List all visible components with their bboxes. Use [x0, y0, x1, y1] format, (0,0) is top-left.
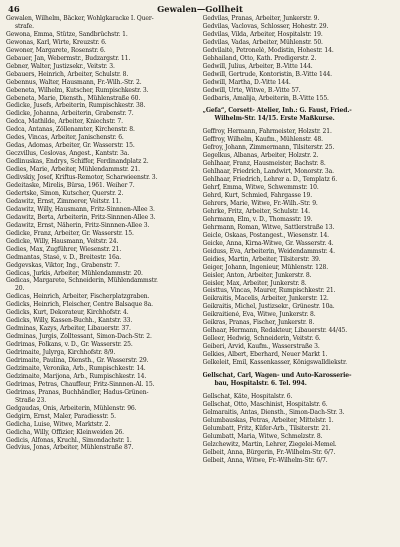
directory-entry: Gefroy, Johann, Zimmermann, Tilsiterstr. 25. — [202, 144, 335, 152]
directory-entry: Gedvilaitė, Petronelė, Modistin, Hohestr. 14. — [202, 46, 334, 54]
directory-entry: Gebennus, Walter, Hausmann, Fr.-Wilh.-Str. 2. — [6, 78, 142, 86]
directory-entry: Gedicke, Franz, Arbeiter, Gr. Wasserstr. 15. — [6, 229, 134, 237]
directory-entry: Gehrke, Fritz, Arbeiter, Schulstr. 14. — [202, 207, 310, 215]
directory-entry: Gelleer, Hedwig, Schneiderin, Veitstr. 6. — [202, 335, 321, 343]
advertisement-line: bau, Hospitalstr. 6. Tel. 994. — [214, 379, 307, 387]
directory-entry: Geicke, Anna, Kirna-Witwe, Gr. Wasserstr. 4. — [202, 239, 334, 247]
directory-entry: Gedies, Max, Zugführer, Wiesenstr. 21. — [6, 245, 122, 253]
directory-entry: Geikraitienė, Eva, Witwe, Junkerstr. 8. — [202, 311, 316, 319]
directory-entry: Gedvius, Jonas, Arbeiter, Mühlenstraße 87. — [6, 444, 134, 452]
directory-entry: Gebauer, Jan, Webermstr., Budzargstr. 11. — [6, 54, 131, 62]
directory-entry: Gedca, Antanas, Zöllenamter, Kirchenstr. 8. — [6, 126, 135, 134]
directory-entry: Gedicis, Alfonas, Kruchl., Simondachstr. 1. — [6, 436, 132, 444]
directory-entry: Gebeneta, Marie, Diensth., Mühlenstraße 60. — [6, 94, 141, 102]
directory-entry: Gedicke, Willy, Hausmann, Veitstr. 24. — [6, 237, 119, 245]
directory-entry: Gehlhaar, Friedrich, Landwirt, Monorstr. 3a. — [202, 168, 334, 176]
advertisement-line: Gellschat, Carl, Wagen- und Auto-Karosserie- — [202, 371, 352, 379]
directory-entry: Geikraitis, Macelis, Arbeiter, Junkerstr. 12. — [202, 295, 329, 303]
directory-entry: Gehrers, Marie, Witwe, Fr.-Wilh.-Str. 9. — [202, 199, 318, 207]
directory-entry: Gedrimas, Petras, Chauffeur, Fritz-Sinnnen-Al. 15. — [6, 380, 155, 388]
directory-entry: Gedawitz, Berta, Arbeiterin, Fritz-Sinnnen-Allee 3. — [6, 213, 156, 221]
directory-entry: Gebauers, Heinrich, Arbeiter, Schulstr. 8. — [6, 70, 129, 78]
directory-entry: Gedas, Adomas, Arbeiter, Gr. Wasserstr. 15. — [6, 142, 135, 150]
entry-continuation: 20. — [15, 285, 25, 293]
advertisement-line: „Gefa“, Corsett- Atelier, Inh.: G. Faust, Fried.- — [202, 107, 352, 115]
directory-entry: Geffroy, Wilhelm, Kaufm., Mühlenstr. 48. — [202, 136, 323, 144]
directory-entry: Gellschat, Käte, Hospitalstr. 6. — [202, 392, 293, 400]
directory-entry: Gelkeleit, Emil, Kassenkasser, Königswalldiekstr. — [202, 359, 347, 367]
directory-entry: Gedicks, Heinrich, Fleischer, Centre Balsaque 8a. — [6, 301, 153, 309]
directory-entry: Gelumbauskas, Petras, Arbeiter, Mittelstr. 1. — [202, 416, 334, 424]
directory-entry: Geicle, Oskaas, Postangest., Wiesenstr. 14. — [202, 231, 329, 239]
entry-continuation: Straße 23. — [15, 396, 47, 404]
directory-entry: Gedvilas, Vadas, Arbeiter, Mühlenstr. 50. — [202, 38, 323, 46]
directory-entry: Gedicks, Willy, Kassen-Buchh., Kantstr. 33. — [6, 317, 133, 325]
directory-entry: Gedicha, Luise, Witwe, Marktstr. 2. — [6, 420, 111, 428]
directory-entry: Gedrimas, Pranas, Buchhändler, Hadus-Grünen- — [6, 388, 149, 396]
directory-entry: Gedies, Marie, Arbeiter, Mühlendammstr. 21. — [6, 166, 140, 174]
directory-entry: Gehrmann, Elm, v. D., Thomasstr. 19. — [202, 215, 313, 223]
running-head: Gewalen—Gollheit — [157, 4, 243, 14]
directory-entry: Gewonas, Karl, Wirte, Kreuzstr. 6. — [6, 38, 107, 46]
directory-entry: Geczvillus, Česlovas, Angest., Kantstr. 3a. — [6, 150, 130, 158]
directory-columns — [6, 15, 396, 464]
directory-entry: Gedicks, Kurt, Dekorateur, Kirchhofstr. 4. — [6, 309, 129, 317]
directory-entry: Gedgaudas, Onis, Arbeiterin, Mühlenstr. 96. — [6, 404, 137, 412]
directory-entry: Gebhailand, Otto, Kath. Predigerstr. 2. — [202, 54, 317, 62]
directory-entry: Gedlinuskas, Endrys, Schiffer, Ferdinandplatz 2. — [6, 158, 149, 166]
directory-entry: Gelumbatt, Fritz, Küfer-Arb., Tilsiterstr. 21. — [202, 424, 331, 432]
right-column — [203, 15, 397, 464]
directory-entry: Gehlhaar, Franz, Hausmeister, Bachstr. 8. — [202, 160, 326, 168]
directory-entry: Gedivskiy, Josef, Kriftus-Remotor, Scharwieenstr. 3. — [6, 174, 158, 182]
directory-entry: Gewalen, Wilhelm, Bäcker, Wohlgkaracke I. Quer- — [6, 15, 154, 22]
directory-entry: Gegelkus, Albanas, Arbeiter, Holzstr. 2. — [202, 152, 319, 160]
directory-entry: Gedicke, Jusefs, Arbeiterin, Rumpischkestr. 38. — [6, 102, 146, 110]
directory-entry: Gebner, Walter, Justizsekr., Veitstr. 3. — [6, 62, 115, 70]
directory-entry: Gedicas, Heinrich, Arbeiter, Fischerplatzgraben. — [6, 293, 150, 301]
directory-entry: Gedwill, Julius, Arbeiter, B.-Vitte 144. — [202, 62, 313, 70]
directory-entry: Gedawitz, Willy, Hausmann, Fritz-Sinnnen-Allee 3. — [6, 205, 155, 213]
page-header — [6, 3, 394, 15]
directory-entry: Gehrmann, Roman, Witwe, Sattlerstraße 13. — [202, 223, 335, 231]
directory-entry: Gedwill, Martha, D.-Vitte 144. — [202, 78, 291, 86]
left-column — [6, 15, 200, 464]
directory-entry: Gehlhaar, Friedrich, Lehrer a. D., Templatz 6. — [202, 176, 338, 184]
directory-entry: Gedzimaite, Marijona, Arb., Rumpischkestr. 14. — [6, 372, 147, 380]
directory-entry: Gedwill, Gertrude, Kontoristin, B.-Vitte 144. — [202, 70, 332, 78]
directory-entry: Gedgevskas, Viktor, Ing., Grabenstr. 7. — [6, 261, 120, 269]
directory-entry: Gedgirn, Ernst, Maler, Paradiesstr. 5. — [6, 412, 116, 420]
directory-entry: Gedrimas, Folkans, v. D., Gr. Wasserstr. 25. — [6, 341, 133, 349]
directory-entry: Gedzimaite, Veronika, Arb., Rumpischkestr. 14. — [6, 364, 146, 372]
directory-entry: Gedertske, Simon, Kutscher, Querstr. 2. — [6, 189, 124, 197]
directory-entry: Gehrf, Emma, Witwe, Schwemmstr. 10. — [202, 184, 319, 192]
directory-entry: Geisler, Anton, Arbeiter, Junkerstr. 8. — [202, 271, 312, 279]
directory-entry: Gedbaris, Amalija, Arbeiterin, B.-Vitte 155. — [202, 94, 329, 102]
directory-entry: Gedmantas, Stasé, v. D., Breitestr. 16a. — [6, 253, 122, 261]
directory-entry: Gedwill, Urte, Witwe, B.-Vitte 57. — [202, 86, 301, 94]
directory-entry: Gedes, Vincas, Arbeiter, Janischenstr. 6. — [6, 134, 124, 142]
directory-entry: Gedicha, Willy, Offizier, Kleinweiden 26. — [6, 428, 124, 436]
directory-entry: Gedawitz, Ernst, Zimmerer, Veitstr. 11. — [6, 197, 122, 205]
directory-entry: Gedicke, Johanna, Arbeiterin, Grabenstr. 7. — [6, 110, 134, 118]
page-number: 46 — [8, 4, 20, 14]
directory-entry: Gelkies, Albert, Eberhard, Neuer Markt 1. — [202, 351, 328, 359]
entry-continuation: strafe. — [15, 22, 34, 30]
directory-entry: Geisttus, Vincas, Maurer, Rumpischkestr. 21. — [202, 287, 336, 295]
directory-entry: Gelhaar, Hermann, Redakteur, Libauerstr. 44/45. — [202, 327, 348, 335]
directory-entry: Gedicas, Margarete, Schneiderin, Mühlendammstr. — [6, 277, 158, 285]
directory-entry: Geikras, Pranas, Fischer, Junkerstr. 8. — [202, 319, 315, 327]
directory-entry: Gedvilas, Vilda, Arbeiter, Hospitalstr. 19. — [202, 30, 323, 38]
directory-entry: Geidies, Martin, Arbeiter, Tilsiterstr. 39. — [202, 255, 321, 263]
directory-entry: Gelbeit, Anna, Witwe, Fr.-Wilhelm-Str. 6/7. — [202, 456, 328, 464]
directory-entry: Gedca, Mathilde, Arbeiter, Kniechstr. 7. — [6, 118, 123, 126]
directory-entry: Gelbeit, Anna, Bürgerin, Fr.-Wilhelm-Str. 6/7. — [202, 448, 336, 456]
directory-entry: Gelumbatt, Maria, Witwe, Schmelzstr. 8. — [202, 432, 323, 440]
advertisement-line: Wilhelm-Str. 14/15. Erste Maßkurse. — [214, 115, 335, 123]
directory-entry: Gedminas, Kazys, Arbeiter, Libauerstr. 37. — [6, 325, 131, 333]
directory-entry: Gedrimaite, Paulina, Diensth., Gr. Wasserstr. 29. — [6, 356, 149, 364]
directory-entry: Gedminas, Jurgis, Zolltessant, Simon-Dach-Str. 2. — [6, 333, 152, 341]
directory-entry: Gedicas, Jurkis, Arbeiter, Mühlendammstr. 20. — [6, 269, 143, 277]
directory-entry: Geisler, Max, Arbeiter, Junkerstr. 8. — [202, 279, 307, 287]
directory-entry: Gebeneta, Wilhelm, Kutscher, Rumpischkestr. 3. — [6, 86, 149, 94]
directory-entry: Geiger, Johann, Ingenieur, Mühlenstr. 128. — [202, 263, 329, 271]
directory-entry: Geiduss, Eva, Arbeiterin, Weidendammstr. 4. — [202, 247, 335, 255]
directory-entry: Gewona, Emma, Stütze, Sandbrüchstr. 1. — [6, 30, 128, 38]
directory-entry: Gehrd, Kurt, Schmied, Fahrgasse 19. — [202, 192, 313, 200]
directory-entry: Gewoner, Margarete, Rosenstr. 6. — [6, 46, 106, 54]
directory-entry: Gedvilas, Vaclovas, Schlosser, Hohestr. 29. — [202, 22, 329, 30]
directory-entry: Gedawitz, Ernst, Näherin, Fritz-Sinnnen-Allee 3. — [6, 221, 150, 229]
directory-entry: Gelmaraitis, Antas, Diensth., Simon-Dach-Str. 3. — [202, 408, 345, 416]
directory-entry: Gellschat, Otto, Maschinist, Hospitalstr. 6. — [202, 400, 328, 408]
directory-entry: Gelzchewitz, Martin, Lehrer, Ziegelei-Memel. — [202, 440, 337, 448]
directory-entry: Gedrimaite, Julyrga, Kirchhofstr. 8/9. — [6, 349, 116, 357]
directory-entry: Geiberi, Arvid, Kaufm., Wasserstraße 3. — [202, 343, 320, 351]
directory-entry: Geikraitis, Michel, Justizsekr., Grünestr. 10a. — [202, 303, 335, 311]
directory-entry: Gedvilas, Pranas, Arbeiter, Junkerstr. 9. — [202, 15, 320, 22]
directory-entry: Gedeitaske, Mirelis, Bürsa, 1961. Weiher 7. — [6, 182, 135, 190]
directory-entry: Geffroy, Hermann, Fahrmeister, Holzstr. 21. — [202, 128, 332, 136]
